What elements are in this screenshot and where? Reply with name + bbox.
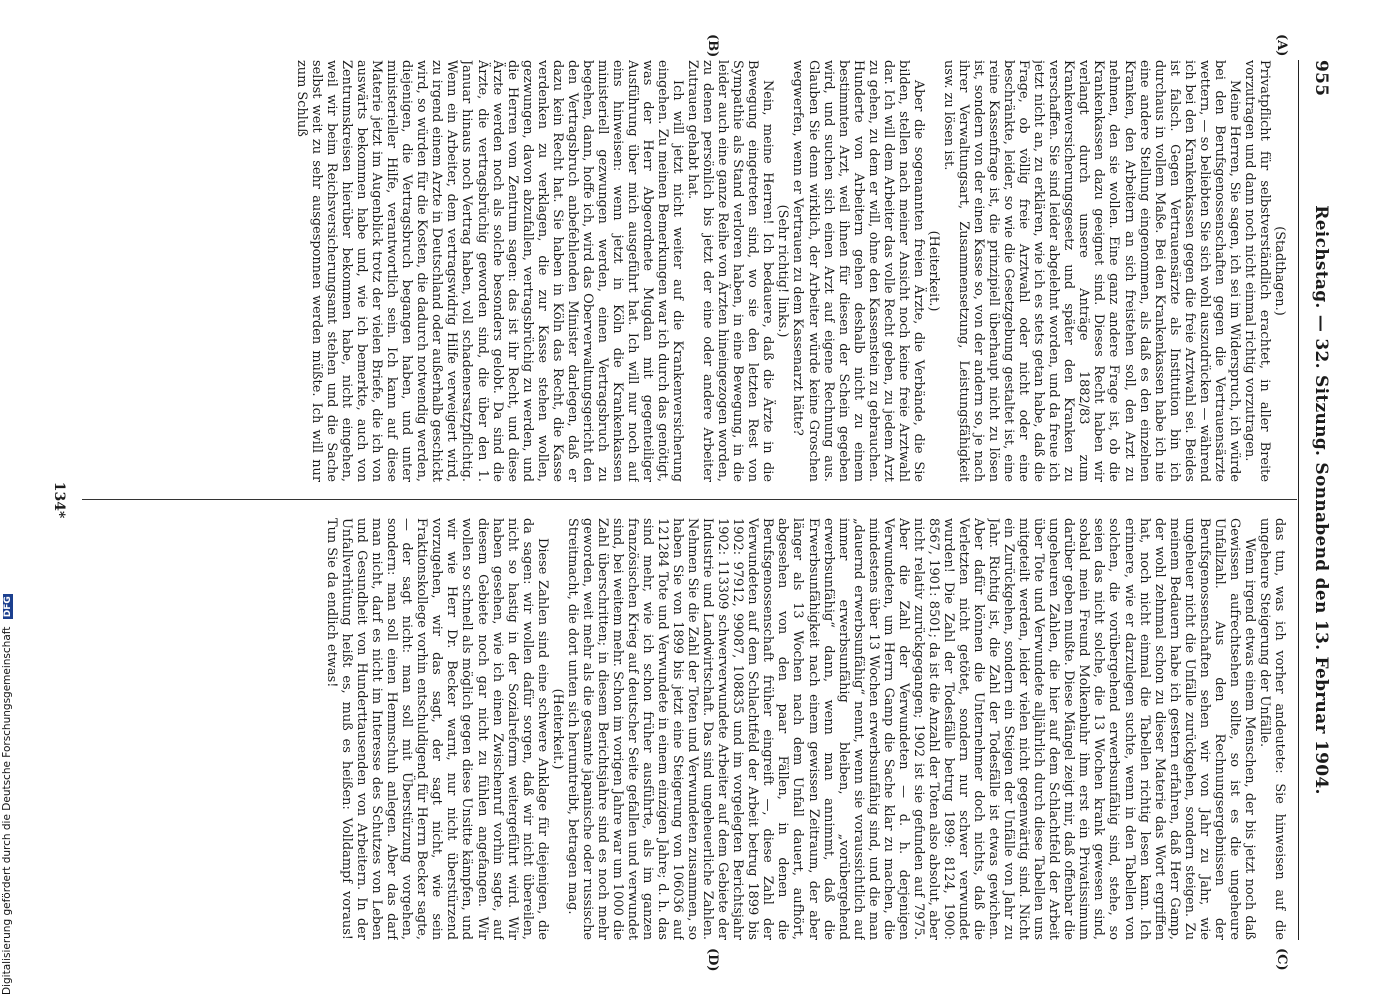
running-title: Reichstag. — 32. Sitzung. Sonnabend den 13. Februar 1904. xyxy=(1311,205,1331,795)
left-column-paragraph: Aber die sogenannten freien Ärzte, die Verbände, die Sie bilden, stellen nach meiner Ansicht noch keine freie Arztwahl dar. Ich will dem Arbeiter das volle Recht geben, zu jedem Arzt zu gehen, zu dem er will, ohne den Kassenstein zu gebrauchen. Hunderte von Arbeitern gehen deshalb nicht zu einem bestimmten Arzt, weil ihnen für diesen der Schein gegeben wird, und suchen sich einen Arzt auf eigene Rechnung aus. Glauben Sie denn wirklich, der Arbeiter würde keine Groschen wegwerfen, wenn er Vertrauen zu dem Kassenarzt hätte? xyxy=(790,60,926,482)
margin-letter-b: (B) xyxy=(705,34,720,58)
left-column-paragraph: (Sehr richtig! links.) xyxy=(775,204,791,338)
left-column-paragraph: Privatpflicht für selbstverständlich erachtet, in aller Breite vorzutragen und dann noch nicht einmal richtig vorzutragen. xyxy=(1241,60,1272,482)
left-column-paragraph: Ich will jetzt nicht weiter auf die Krankenversicherung eingehen. Zu meinen Bemerkungen war ich durch das genötigt, was der Herr Abgeordnete Mugdan mit gegenteiliger Ausführung über mich ausgeführt hat. Ich will nur noch auf eins hinweisen: wenn jetzt in Köln die Krankenkassen ministeriell gezwungen werden, einen Vertragsbruch zu begehen, dann, hoffe ich, wird das Oberverwaltungsgericht den den Vertragsbruch anbefehlenden Minister darlegen, daß er dazu kein Recht hat. Sie haben in Köln das Recht, die Kasse verdenken zu verklagen, die zur Kasse stehen wollen, gezwungen, davon abzufallen, vertragsbrüchig zu werden, und die Herren vom Zentrum sagen: das ist ihr Recht, und diese Ärzte werden noch als solche besonders gelobt. Da sind die Ärzte, die vertragsbrüchig geworden sind, die über den 1. Januar hinaus noch Vertrag haben, voll schadenersatzpflichtig. Wenn ein Arbeiter, dem vertragswidrig Hilfe verweigert wird, zu irgend einem Arzte in Deutschland oder außerhalb geschickt wird, so würden für die Kosten, die dadurch notwendig werden, diejenigen, die Vertragsbruch begangen haben, und unter ministerieller Hilfe, verantwortlich sein. Ich kann auf diese Materie jetzt im Augenblick trotz der vielen Briefe, die ich von auswärts bekommen habe und, wie ich bemerkte, auch von Zentrumskreisen hierüber bekommen habe, nicht eingehen, weil wir beim Reichsversicherungsamt stehen und die Sache selbst weit zu sehr ausgesponnen werden müßte. Ich will nur zum Schluß xyxy=(293,60,686,482)
right-column-paragraph: Wenn irgend etwas einem Menschen, der bis jetzt noch daß Gewissen aufrechtsehen sollte, so ist es die ungeheure Unfallzahl. Aus den Rechnungsergebnissen der Berufsgenossenschaften sehen wir von Jahr zu Jahr, wie ungeheuer nicht die Unfälle zurückgehen, sondern steigen. Zu meinem Bedauern habe ich gestern erfahren, daß Herr Gamp, der wohl zehnmal schon zu dieser Materie das Wort ergriffen hat, noch nicht einmal die Tabellen richtig lesen kann. Ich erinnere, wie er darzulegen suchte, wenn in den Tabellen von solchen, die vorübergehend erwerbsunfähig sind, stehe, so seien das nicht solche, die 13 Wochen krank gewesen sind, sobald mein Freund Molkenbuhr ihm erst ein Privatissimum darüber geben mußte. Diese Mängel zeigt mir, daß offenbar die ungeheuren Zahlen, die hier auf dem Schlachtfeld der Arbeit über Tote und Verwundete alljährlich durch diese Tabellen uns mitgeteilt werden, leider vielen nicht gegenwärtig sind. Nicht ein Zurückgehen, sondern ein Steigen der Unfälle von Jahr zu Jahr. Richtig ist, die Zahl der Todesfälle ist etwas gewichen. Aber dafür können die Unternehmer doch nichts, daß die Verletzten nicht getötet, sondern nur schwer verwundet wurden! Die Zahl der Todesfälle betrug 1899: 8124, 1900: 8567, 1901: 8501; da ist die Anzahl der Toten also absolut, aber nicht relativ zurückgegangen; 1902 ist sie gefunden auf 7975. Aber die Zahl der Verwundeten — d. h. derjenigen Verwundeten, um Herrn Gamp die Sache klar zu machen, die mindestens über 13 Wochen erwerbsunfähig sind, und die man „dauernd erwerbsunfähig“ nennt, wenn sie voraussichtlich auf immer erwerbsunfähig bleiben, „vorübergehend erwerbsunfähig“ dann, wenn man annimmt, daß die Erwerbsunfähigkeit nach einem gewissen Zeitraum, der aber länger als 13 Wochen nach dem Unfall dauert, aufhört, abgesehen von den paar Fällen, in denen die Berufsgenossenschaft früher eingreift —, diese Zahl der Verwundeten auf dem Schlachtfeld der Arbeit betrug 1899 bis 1902: 97912, 99087, 108835 und im vorgelegten Berichtsjahr 1902: 113309 schwerverwundete Arbeiter auf dem Gebiete der Industrie und Landwirtschaft. Das sind ungeheuerliche Zahlen. Nehmen Sie die Zahl der Toten und Verwundeten zusammen, so haben Sie von 1899 bis jetzt eine Steigerung von 106036 auf 121284 Tote und Verwundete in einem einzigen Jahre; d. h. das sind mehr, wie ich schon früher ausführte, als im ganzen französischen Krieg auf deutscher Seite gefallen und verwundet sind, bei weitem mehr. Schon im vorigen Jahre war um 1000 die Zahl überschritten; in diesem Berichtsjahre sind es noch mehr geworden, weit mehr als die gesamte japanische oder russische Streitmacht, die dort unten sich herumtreibt, betragen mag. xyxy=(564,518,1257,940)
dfg-logo: DFG xyxy=(3,596,13,618)
right-text-column xyxy=(92,518,1287,940)
dfg-credit-line xyxy=(1,594,13,995)
page-number: 955 xyxy=(1311,60,1331,97)
left-column-paragraph: Nein, meine Herren! Ich bedauere, daß die Ärzte in die Bewegung eingetreten sind, wo sie den letzten Rest von Sympathie als Stand verloren haben, in eine Bewegung, in die leider auch eine ganze Reihe von Ärzten hineingezogen worden, zu denen persönlich bis jetzt der eine oder andere Arbeiter Zutrauen gehabt hat. xyxy=(685,60,776,482)
right-column-paragraph: Diese Zahlen sind eine schwere Anklage für diejenigen, die da sagen: wir wollen dafür sorgen, daß wir nicht übereilen, nicht so hastig in der Sozialreform weitergeführt wird. Wir haben gesehen, wie ich einen Zwischenruf vorhin sagte, auf diesem Gebiete noch gar nicht zu fühlen angefangen. Wir wollen so schnell als möglich gegen diese Unsitte kämpfen, und wir wie Herr Dr. Becker warnt, nur nicht überstürzend vorzugehen, wir das sagt, der sagt nicht, wie sein Fraktionskollege vorhin entschuldigend für Herrn Becker sagte, — der sagt nicht: man soll mit Überstürzung vorgehen, sondern: man soll einen Hemmschuh anlegen. Aber das darf man nicht, darf es nicht im Interesse des Schutzes von Leben und Gesundheit von Hunderttausenden von Arbeitern. In der Unfallverhütung heißt es, muß es heißen: Volldampf voraus! Tun Sie da endlich etwas! xyxy=(324,518,550,940)
margin-letter-d: (D) xyxy=(705,948,720,972)
credit-text: Digitalisierung gefördert durch die Deutsche Forschungsgemeinschaft xyxy=(1,626,13,995)
left-column-paragraph: (Heiterkeit.) xyxy=(925,230,941,312)
header-rule xyxy=(1298,60,1299,940)
left-column-paragraph: Meine Herren, Sie sagen, ich sei im Widerspruch, ich würde bei den Berufsgenossenschaften gegen die Vertrauensärzte wettern, — so beliebten Sie sich wohl auszudrücken — während ich bei den Krankenkassen gegen die freie Arztwahl sei. Beides ist falsch. Gegen Vertrauensärzte als Institution bin ich durchaus in vollem Maße. Bei den Krankenkassen habe ich nie eine andere Stellung eingenommen, als daß es den einzelnen Kranken, den Arbeitern an sich freistehen soll, den Arzt zu nehmen, den sie wollen. Eine ganz andere Frage ist, ob die Krankenkassen dazu geeignet sind. Dieses Recht haben wir verlangt durch unsere Anträge 1882/83 zum Krankenversicherungsgesetz und später den Kranken zu verschaffen. Sie sind leider abgelehnt worden, und da freue ich jetzt nicht an, zu erklären, wie ich es stets getan habe, daß die Frage, ob völlig freie Arztwahl oder nicht oder eine beschränkte, leider, so wie die Gesetzgebung gestaltet ist, eine reine Kassenfrage ist, die prinzipiell überhaupt nicht zu lösen ist, sondern von der einen Kasse so, von der andern so, je nach ihrer Verwaltungsart, Zusammensetzung, Leistungsfähigkeit usw. zu lösen ist. xyxy=(940,60,1242,482)
margin-letter-a: (A) xyxy=(1274,34,1289,57)
right-column-paragraph: das tun, was ich vorher andeutete: Sie hinweisen auf die ungeheure Steigerung der Unfälle. xyxy=(1256,518,1287,940)
column-divider xyxy=(82,499,1297,500)
page-header xyxy=(1301,60,1331,940)
page-footer-marker: 134* xyxy=(51,481,67,519)
left-text-column xyxy=(92,60,1287,482)
margin-letter-c: (C) xyxy=(1274,948,1289,971)
left-column-paragraph: (Stadthagen.) xyxy=(1272,226,1287,316)
right-column-paragraph: (Heiterkeit.) xyxy=(549,688,565,770)
